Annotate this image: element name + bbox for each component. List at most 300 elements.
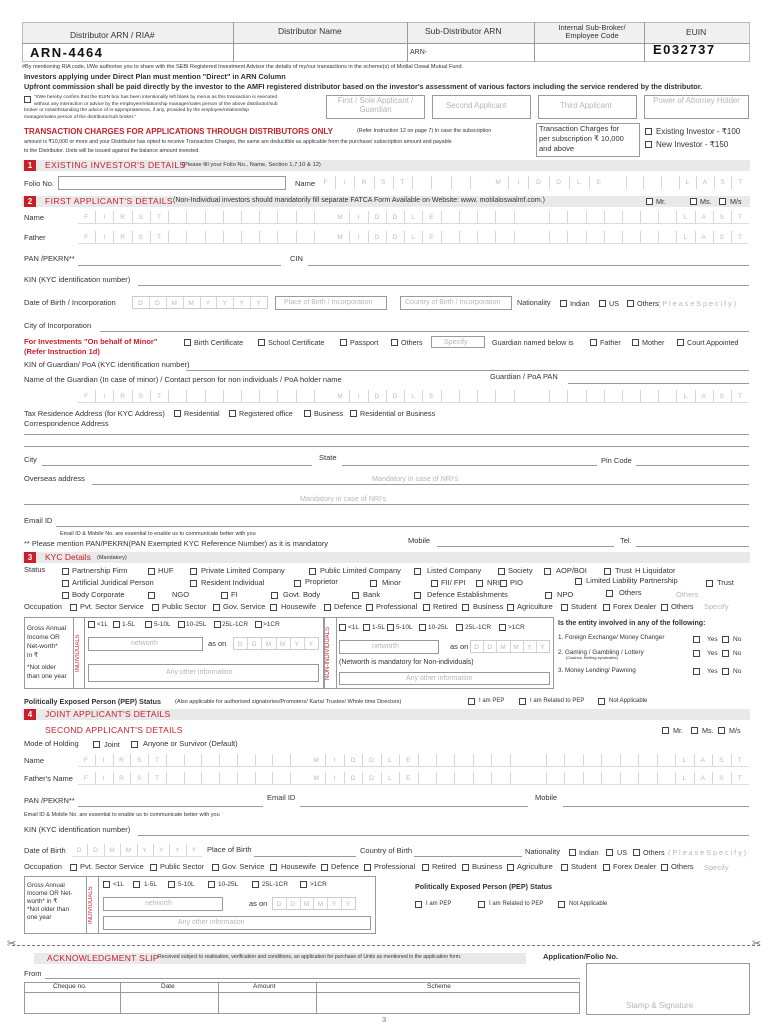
txn-charges-line2: amount is ₹10,000 or more and your Distributor has opted to receive Transaction Charges, the same are deductible as applicable from the purchase/ subscription amount and payable <box>24 139 452 145</box>
overseas-line-1[interactable] <box>92 484 749 485</box>
pep-label: Politically Exposed Person (PEP) Status <box>24 697 162 706</box>
guardian-name-first[interactable]: F I R S T <box>78 390 332 403</box>
occ-housewife-checkbox[interactable] <box>270 604 277 611</box>
s4-inc-5-checkbox[interactable] <box>252 881 259 888</box>
applicant-name-middle[interactable]: M I D D L E <box>332 211 532 224</box>
nonind-ason-label: as on <box>450 642 469 651</box>
new-investor-checkbox[interactable] <box>645 141 652 148</box>
txn-charges-line3: to the Distributor. Units will be issued against the balance amount invested. <box>24 148 200 154</box>
society-checkbox[interactable] <box>498 568 505 575</box>
s4-occ-forex-checkbox[interactable] <box>603 864 610 871</box>
kin-guardian-input[interactable] <box>186 370 749 371</box>
divider <box>120 982 121 1014</box>
school-cert-checkbox[interactable] <box>258 339 265 346</box>
s4-father-last[interactable]: L A S T <box>528 772 749 785</box>
specify-doc-placeholder: Specify <box>444 337 468 346</box>
s4-occ-student-label: Student <box>571 862 597 871</box>
s4-inc-6-label: >1CR <box>310 881 327 888</box>
ria-note: #By mentioning RIA code, I/We authorise you to share with the SEBI Registered Investment Advisor the details of my/our transactions in the scheme(s) of Motilal Oswal Mutual Fund. <box>22 64 464 70</box>
stamp-signature-label: Stamp & Signature <box>626 1001 694 1010</box>
q1-yes-label: Yes <box>707 636 718 643</box>
pin-label: Pin Code <box>601 456 632 465</box>
nonind-inc-2-checkbox[interactable] <box>363 624 370 631</box>
s4-occ-housewife-checkbox[interactable] <box>270 864 277 871</box>
inc-4-checkbox[interactable] <box>178 621 185 628</box>
pep-related-checkbox[interactable] <box>519 698 526 705</box>
minor-instruction: (Refer Instruction 1d) <box>24 347 100 356</box>
s4-occ-pvt-label: Pvt. Sector Service <box>80 862 144 871</box>
res-or-bus-checkbox[interactable] <box>350 410 357 417</box>
inc-3-checkbox[interactable] <box>145 621 152 628</box>
res-or-bus-label: Residential or Business <box>360 409 436 418</box>
s4-email-input[interactable] <box>300 806 528 807</box>
residential-checkbox[interactable] <box>174 410 181 417</box>
nonind-inc-5-checkbox[interactable] <box>456 624 463 631</box>
us-label: US <box>609 299 619 308</box>
city-of-incorporation-input[interactable] <box>100 331 749 332</box>
q2-no-label: No <box>733 650 742 657</box>
s4-occupation-label: Occupation <box>24 862 62 871</box>
private-ltd-checkbox[interactable] <box>190 568 197 575</box>
euin-declaration-3: broker or notwithstanding the advice of in-appropriateness, if any, provided by the employee/relationship <box>24 108 250 113</box>
divider <box>407 22 408 62</box>
pio-label: PIO <box>510 578 523 587</box>
others-nationality-label: Others <box>637 299 659 308</box>
individuals-label: INDIVIDUALS <box>75 634 81 672</box>
nonind-anyother-placeholder: Any other information <box>406 675 473 682</box>
others-doc-checkbox[interactable] <box>391 339 398 346</box>
body-corp-checkbox[interactable] <box>62 592 69 599</box>
q3-yes-label: Yes <box>707 668 718 675</box>
s4-ms-label: Ms. <box>702 726 714 735</box>
address-line-1[interactable] <box>24 434 749 435</box>
sub-distributor-label: Sub-Distributor ARN <box>425 26 502 36</box>
s4-inc-4-label: 10-25L <box>218 881 239 888</box>
kin-label: KIN (KYC identification number) <box>24 275 131 284</box>
pep-iam-checkbox[interactable] <box>468 698 475 705</box>
s4-kin-input[interactable] <box>138 835 749 836</box>
q3-no-label: No <box>733 668 742 675</box>
joint-label: Joint <box>104 740 120 749</box>
section-1-title: EXISTING INVESTOR'S DETAILS <box>45 160 186 170</box>
s4-dob-input[interactable]: D D M M Y Y Y Y <box>72 844 202 857</box>
inc-1-checkbox[interactable] <box>88 621 95 628</box>
section-3-header <box>22 552 750 563</box>
mobile-input[interactable] <box>437 546 614 547</box>
father-name-middle[interactable]: M I D D L E <box>332 231 532 244</box>
s4-name-first[interactable]: F I R S T <box>78 754 308 767</box>
pin-input[interactable] <box>636 465 749 466</box>
place-of-birth-placeholder: Place of Birth / Incorporation <box>284 299 373 306</box>
father-label: Father <box>600 338 621 347</box>
mr-checkbox[interactable] <box>646 198 653 205</box>
s4-indian-label: Indian <box>579 848 599 857</box>
euin-value[interactable]: E032737 <box>653 42 716 57</box>
s4-cob-input[interactable] <box>414 856 522 857</box>
existing-name-middle[interactable]: M I D D L E <box>489 176 609 189</box>
s4-inc-1-checkbox[interactable] <box>103 881 110 888</box>
fi-checkbox[interactable] <box>221 592 228 599</box>
divider <box>336 617 337 689</box>
nonind-inc-4-label: 10-25L <box>428 624 449 631</box>
occ-retired-label: Retired <box>433 602 458 611</box>
trust-2-checkbox[interactable] <box>706 580 713 587</box>
s4-nationality-label: Nationality <box>525 847 561 856</box>
mother-label: Mother <box>642 338 665 347</box>
s4-occ-others-specify: Specify <box>704 863 729 872</box>
father-checkbox[interactable] <box>590 339 597 346</box>
occ-public-checkbox[interactable] <box>152 604 159 611</box>
s4-pob-label: Place of Birth <box>207 845 252 854</box>
city-label: City <box>24 455 37 464</box>
others-status-checkbox[interactable] <box>606 590 613 597</box>
aop-label: AOP/BOI <box>556 566 587 575</box>
s4-email-note: Email ID & Mobile No. are essential to enable us to communicate better with you <box>24 812 220 818</box>
s4-others-checkbox[interactable] <box>633 849 640 856</box>
divider <box>84 617 85 689</box>
defence-est-checkbox[interactable] <box>414 592 421 599</box>
occ-others-label: Others <box>671 602 694 611</box>
sub-arn-prefix[interactable]: ARN- <box>410 49 428 56</box>
s4-us-label: US <box>617 848 627 857</box>
birth-cert-checkbox[interactable] <box>184 339 191 346</box>
s4-name-middle[interactable]: M I D D L E <box>308 754 528 767</box>
email-input[interactable] <box>56 526 749 527</box>
distributor-arn-label: Distributor ARN / RIA# <box>70 30 155 40</box>
nonind-ason-date[interactable]: D D M M Y Y <box>470 640 550 653</box>
trust-1-label: Trust <box>615 566 632 575</box>
trust-2-label: Trust <box>717 578 734 587</box>
page-number: 3 <box>382 1015 387 1024</box>
s4-please-specify: ( P l e a s e S p e c i f y ) <box>668 848 747 857</box>
s4-pan-input[interactable] <box>78 806 263 807</box>
nonind-networth-placeholder: networth <box>372 643 399 650</box>
listed-co-checkbox[interactable] <box>414 568 421 575</box>
email-note: Email ID & Mobile No. are essential to enable us to communicate better with you <box>60 531 256 537</box>
resident-ind-label: Resident Individual <box>201 578 265 587</box>
s4-pep-iam-checkbox[interactable] <box>415 901 422 908</box>
govt-body-checkbox[interactable] <box>271 592 278 599</box>
anyone-checkbox[interactable] <box>131 741 138 748</box>
nonind-inc-1-label: <1L <box>348 624 360 631</box>
q1-no-label: No <box>733 636 742 643</box>
s4-inc-2-checkbox[interactable] <box>133 881 140 888</box>
others-status-label: Others <box>619 588 642 597</box>
arn-value[interactable]: ARN-4464 <box>30 45 104 60</box>
overseas-line-2[interactable] <box>24 504 749 505</box>
q3-no-checkbox[interactable] <box>722 668 729 675</box>
ack-cheque-label: Cheque no. <box>53 983 87 990</box>
occ-agriculture-checkbox[interactable] <box>507 604 514 611</box>
nri-checkbox[interactable] <box>476 580 483 587</box>
existing-name-first[interactable]: F I R S T <box>317 176 489 189</box>
scissors-icon-left: ✂ <box>7 938 17 950</box>
occ-student-checkbox[interactable] <box>561 604 568 611</box>
ms-checkbox[interactable] <box>690 198 697 205</box>
ack-table <box>24 982 580 1014</box>
inc-6-label: >1CR <box>263 621 280 628</box>
nonind-inc-6-checkbox[interactable] <box>499 624 506 631</box>
public-ltd-checkbox[interactable] <box>309 568 316 575</box>
nonind-inc-1-checkbox[interactable] <box>339 624 346 631</box>
poa-holder-label: Power of Attorney Holder <box>653 96 740 105</box>
others-nationality-checkbox[interactable] <box>627 300 634 307</box>
s4-pep-na-label: Not Applicable <box>569 901 608 907</box>
s4-occ-forex-label: Forex Dealer <box>613 862 657 871</box>
aop-checkbox[interactable] <box>544 568 551 575</box>
proprietor-checkbox[interactable] <box>294 580 301 587</box>
euin-declaration-4: manager/sales person of the distributor/sub broker." <box>24 114 137 120</box>
s4-father-label: Father's Name <box>24 774 73 783</box>
dob-label: Date of Birth / Incorporation <box>24 298 116 307</box>
s4-mobile-input[interactable] <box>563 806 749 807</box>
joint-checkbox[interactable] <box>93 741 100 748</box>
ajp-checkbox[interactable] <box>62 580 69 587</box>
divider <box>86 876 87 934</box>
divider <box>98 876 99 934</box>
s4-pep-related-checkbox[interactable] <box>478 901 485 908</box>
ack-amount-label: Amount <box>253 983 276 990</box>
guardian-name-label: Name of the Guardian (In case of minor) / Contact person for non individuals / PoA holder name <box>24 375 342 384</box>
euin-declaration-1: "I/We hereby confirm that the EUIN box has been intentionally left blank by me/us as this transaction is executed <box>34 95 278 100</box>
s4-occ-agriculture-checkbox[interactable] <box>507 864 514 871</box>
second-applicant-title: SECOND APPLICANT'S DETAILS <box>45 725 183 735</box>
nonind-inc-3-checkbox[interactable] <box>387 624 394 631</box>
ack-from-input[interactable] <box>45 978 580 979</box>
s4-inc-4-checkbox[interactable] <box>208 881 215 888</box>
occ-professional-checkbox[interactable] <box>366 604 373 611</box>
llp-checkbox[interactable] <box>575 578 582 585</box>
mr-label: Mr. <box>656 197 666 206</box>
inc-2-checkbox[interactable] <box>113 621 120 628</box>
ason-label: as on <box>208 639 227 648</box>
s4-occ-professional-checkbox[interactable] <box>364 864 371 871</box>
govt-body-label: Govt. Body <box>283 590 321 599</box>
business-checkbox[interactable] <box>304 410 311 417</box>
overseas-label: Overseas address <box>24 474 85 483</box>
cin-input[interactable] <box>308 265 749 266</box>
applicant-name-first[interactable]: F I R S T <box>78 211 332 224</box>
body-corp-label: Body Corporate <box>72 590 125 599</box>
defence-est-label: Defence Establishments <box>427 590 508 599</box>
s4-occ-public-checkbox[interactable] <box>150 864 157 871</box>
city-input[interactable] <box>42 465 312 466</box>
nonindividuals-label: NON-INDIVIDUALS <box>325 626 331 680</box>
s4-inc-1-label: <1L <box>113 881 125 888</box>
entity-question: Is the entity involved in any of the following: <box>558 620 706 627</box>
s4-occ-retired-label: Retired <box>432 862 457 871</box>
s4-indian-checkbox[interactable] <box>569 849 576 856</box>
s4-inc-6-checkbox[interactable] <box>300 881 307 888</box>
section-2-note: (Non-Individual investors should mandatorily fill separate FATCA Form Available on Website: www. motilaloswalmf.com.) <box>173 197 545 204</box>
ngo-checkbox[interactable] <box>148 592 155 599</box>
s4-mss-checkbox[interactable] <box>718 727 725 734</box>
occ-professional-label: Professional <box>376 602 418 611</box>
occ-retired-checkbox[interactable] <box>423 604 430 611</box>
npo-checkbox[interactable] <box>545 592 552 599</box>
ack-note: Received subject to realisation, verification and conditions, an application for purchase of Units as mentioned in the application form. <box>158 954 462 960</box>
nonind-inc-2-label: 1-5L <box>372 624 386 631</box>
s4-gross-3: worth* in ₹ <box>27 898 58 905</box>
occ-defence-label: Defence <box>334 602 362 611</box>
s4-father-middle[interactable]: M I D D L E <box>308 772 528 785</box>
s4-occ-others-checkbox[interactable] <box>661 864 668 871</box>
state-label: State <box>319 453 337 462</box>
upfront-commission-note: Upfront commission shall be paid directly by the investor to the AMFI registered distributor based on the investor's assessment of various factors including the service rendered by the distributor. <box>24 82 703 91</box>
guardian-pan-input[interactable] <box>568 383 749 384</box>
s4-ason-date[interactable]: D D M M Y Y <box>272 897 356 910</box>
private-ltd-label: Private Limited Company <box>201 566 285 575</box>
gross-5: *Not older <box>27 664 56 671</box>
s4-occ-business-checkbox[interactable] <box>462 864 469 871</box>
indian-label: Indian <box>570 299 590 308</box>
ack-title: ACKNOWLEDGMENT SLIP <box>47 953 159 963</box>
s4-father-first[interactable]: F I R S T <box>78 772 308 785</box>
minor-checkbox[interactable] <box>370 580 377 587</box>
ngo-label: NGO <box>172 590 190 599</box>
s4-pob-input[interactable] <box>254 856 356 857</box>
inc-3-label: 5-10L <box>154 621 171 628</box>
txn-box-text-1: Transaction Charges for <box>539 124 620 133</box>
occ-business-checkbox[interactable] <box>462 604 469 611</box>
partnership-label: Partnership Firm <box>72 566 128 575</box>
gross-1: Gross Annual <box>27 625 67 632</box>
divider <box>73 617 74 689</box>
guardian-name-last[interactable]: L A S T <box>532 390 749 403</box>
kin-input[interactable] <box>138 285 749 286</box>
tel-input[interactable] <box>636 546 749 547</box>
dob-input[interactable]: D D M M Y Y Y Y <box>132 296 268 309</box>
others-status-specify: Others <box>676 590 699 599</box>
s4-inc-5-label: 25L-1CR <box>262 881 289 888</box>
huf-checkbox[interactable] <box>148 568 155 575</box>
state-input[interactable] <box>342 465 597 466</box>
direct-plan-note: Investors applying under Direct Plan must mention "Direct" in ARN Column <box>24 72 286 81</box>
occ-defence-checkbox[interactable] <box>324 604 331 611</box>
q1-yes-checkbox[interactable] <box>693 636 700 643</box>
divider <box>24 992 580 993</box>
s4-occ-gov-label: Gov. Service <box>222 862 265 871</box>
mandatory-nri-1: Mandatory in case of NRI's <box>372 474 459 483</box>
occ-housewife-label: Housewife <box>281 602 317 611</box>
s4-ms-checkbox[interactable] <box>691 727 698 734</box>
fii-checkbox[interactable] <box>431 580 438 587</box>
court-checkbox[interactable] <box>677 339 684 346</box>
txn-box-text-2: per subscription ₹ 10,000 <box>539 134 624 143</box>
folio-label: Folio No. <box>24 179 55 188</box>
gross-6: than one year <box>27 673 67 680</box>
passport-checkbox[interactable] <box>340 339 347 346</box>
s4-occ-gov-checkbox[interactable] <box>212 864 219 871</box>
s4-name-last[interactable]: L A S T <box>528 754 749 767</box>
reg-office-checkbox[interactable] <box>229 410 236 417</box>
s4-pep-related-label: I am Related to PEP <box>489 901 544 907</box>
bank-checkbox[interactable] <box>352 592 359 599</box>
mother-checkbox[interactable] <box>632 339 639 346</box>
q2-yes-label: Yes <box>707 650 718 657</box>
us-checkbox[interactable] <box>599 300 606 307</box>
inc-5-checkbox[interactable] <box>214 621 221 628</box>
euin-declaration-checkbox[interactable] <box>24 96 31 103</box>
cut-line <box>12 945 760 946</box>
anyone-label: Anyone or Survivor (Default) <box>143 739 238 748</box>
inc-5-label: 25L-1CR <box>222 621 249 628</box>
guardian-name-middle[interactable]: M I D D L E <box>332 390 532 403</box>
s4-occ-professional-label: Professional <box>374 862 416 871</box>
ack-scheme-label: Scheme <box>427 983 451 990</box>
s4-pep-na-checkbox[interactable] <box>558 901 565 908</box>
father-name-last[interactable]: L A S T <box>532 231 749 244</box>
address-line-2[interactable] <box>24 446 749 447</box>
occ-gov-checkbox[interactable] <box>213 604 220 611</box>
public-ltd-label: Public Limited Company <box>320 566 401 575</box>
resident-ind-checkbox[interactable] <box>190 580 197 587</box>
occ-pvt-checkbox[interactable] <box>70 604 77 611</box>
s4-us-checkbox[interactable] <box>606 849 613 856</box>
section-1-note: (Please fill your Folio No., Name, Section 1,7,10 & 12) <box>182 162 321 168</box>
occ-business-label: Business <box>473 602 504 611</box>
first-applicant-label: First / Sole Applicant / Guardian <box>337 96 414 114</box>
txn-charges-ref: (Refer Instruction 12 on page 7) In case the subscription <box>357 128 492 134</box>
applicant-name-last[interactable]: L A S T <box>532 211 749 224</box>
nri-label: NRI <box>487 578 500 587</box>
s4-inc-3-checkbox[interactable] <box>168 881 175 888</box>
nonind-inc-4-checkbox[interactable] <box>419 624 426 631</box>
school-cert-label: School Certificate <box>268 338 325 347</box>
occ-others-checkbox[interactable] <box>661 604 668 611</box>
existing-investor-checkbox[interactable] <box>645 128 652 135</box>
ason-date[interactable]: D D M M Y Y <box>233 637 319 650</box>
gross-3: Net-worth* <box>27 643 58 650</box>
inc-6-checkbox[interactable] <box>255 621 262 628</box>
networth-placeholder: networth <box>131 640 158 647</box>
birth-cert-label: Birth Certificate <box>194 338 244 347</box>
s4-occ-pvt-checkbox[interactable] <box>70 864 77 871</box>
divider <box>218 982 219 1014</box>
occ-student-label: Student <box>571 602 597 611</box>
q2-no-checkbox[interactable] <box>722 650 729 657</box>
npo-label: NPO <box>557 590 574 599</box>
q2-sub: (Casinos, Betting syndicates) <box>566 655 618 660</box>
gross-2: Income OR <box>27 634 60 641</box>
s4-occ-retired-checkbox[interactable] <box>422 864 429 871</box>
s4-mr-checkbox[interactable] <box>662 727 669 734</box>
q3-yes-checkbox[interactable] <box>693 668 700 675</box>
occ-forex-checkbox[interactable] <box>603 604 610 611</box>
s4-dob-label: Date of Birth <box>24 846 66 855</box>
s4-occ-business-label: Business <box>472 862 503 871</box>
q2-yes-checkbox[interactable] <box>693 650 700 657</box>
pio-checkbox[interactable] <box>500 580 507 587</box>
indian-checkbox[interactable] <box>560 300 567 307</box>
q1-no-checkbox[interactable] <box>722 636 729 643</box>
s4-occ-student-checkbox[interactable] <box>561 864 568 871</box>
huf-label: HUF <box>158 566 174 575</box>
father-name-first[interactable]: F I R S T <box>78 231 332 244</box>
existing-name-last[interactable]: L A S T <box>609 176 749 189</box>
mss-checkbox[interactable] <box>719 198 726 205</box>
ack-folio-label: Application/Folio No. <box>543 952 618 961</box>
pep-na-label: Not Applicable <box>609 698 648 704</box>
trust-1-checkbox[interactable] <box>604 568 611 575</box>
folio-input[interactable] <box>58 176 286 190</box>
pep-na-checkbox[interactable] <box>598 698 605 705</box>
s4-occ-defence-checkbox[interactable] <box>321 864 328 871</box>
pan-input[interactable] <box>78 265 281 266</box>
s4-occ-defence-label: Defence <box>331 862 359 871</box>
q1-label: 1. Foreign Exchange/ Money Changer <box>558 634 665 641</box>
partnership-checkbox[interactable] <box>62 568 69 575</box>
